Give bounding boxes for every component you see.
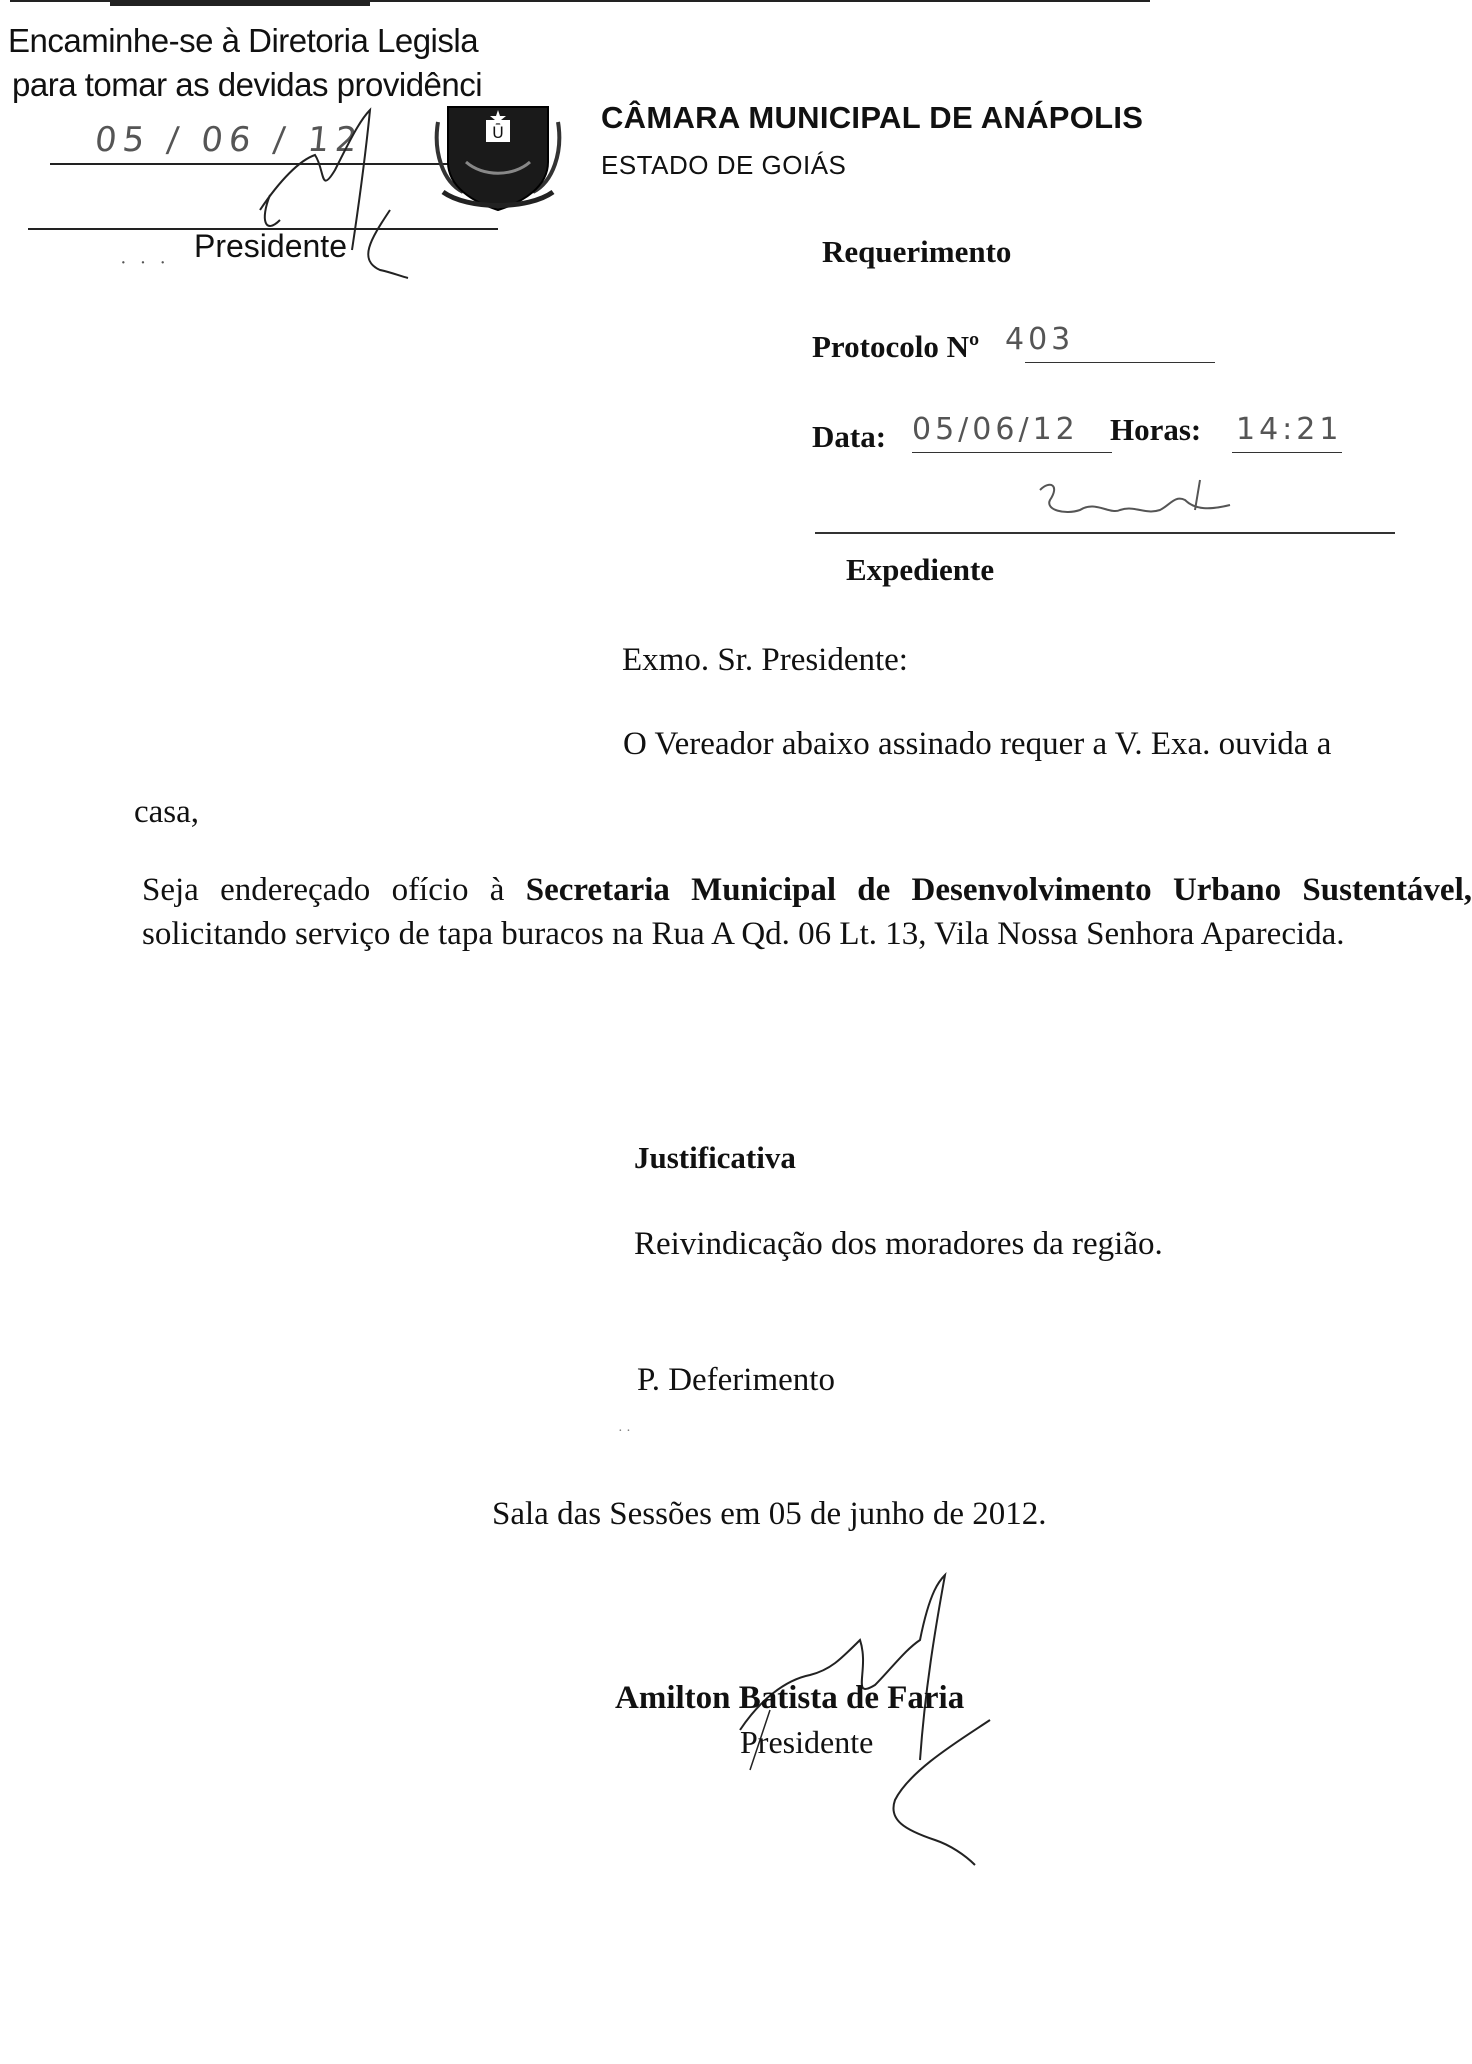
expediente-signature-scribble	[1020, 470, 1260, 540]
request-prefix: Seja endereçado ofício à	[142, 872, 526, 908]
despacho-line-1: Encaminhe-se à Diretoria Legisla	[8, 22, 479, 59]
expediente-label: Expediente	[846, 552, 995, 587]
protocolo-value: 403	[1005, 322, 1075, 357]
despacho-line-2: para tomar as devidas providênci	[12, 66, 483, 103]
protocolo-underline	[1025, 362, 1215, 363]
request-recipient-line2: Sustentável,	[1302, 872, 1472, 908]
data-label: Data:	[812, 419, 887, 454]
signer-name: Amilton Batista de Faria	[615, 1680, 965, 1716]
horas-underline	[1232, 452, 1342, 453]
request-recipient-line1: Secretaria Municipal de Desenvolvimento Urbano	[525, 872, 1282, 908]
justification-text: Reivindicação dos moradores da região.	[634, 1226, 1163, 1262]
coat-of-arms-icon	[428, 92, 568, 212]
signer-signature-scribble	[730, 1570, 1030, 1870]
stray-marks: · ·	[618, 1424, 631, 1439]
place-date: Sala das Sessões em 05 de junho de 2012.	[492, 1496, 1047, 1532]
expediente-line	[815, 532, 1395, 534]
data-underline	[912, 452, 1112, 453]
horas-value: 14:21	[1236, 412, 1343, 447]
intro-line-1: O Vereador abaixo assinado requer a V. Exa. ouvida a	[623, 726, 1332, 762]
despacho-handwritten-date: 05 / 06 / 12	[92, 120, 366, 160]
horas-label: Horas:	[1110, 412, 1202, 447]
institution-state: ESTADO DE GOIÁS	[601, 150, 847, 180]
signer-role: Presidente	[740, 1724, 874, 1760]
protocolo-label: Protocolo Nº	[812, 329, 980, 364]
document-type-title: Requerimento	[822, 234, 1012, 269]
despacho-presidente-label: Presidente	[194, 228, 347, 264]
svg-text:Ū: Ū	[492, 123, 504, 142]
request-text: solicitando serviço de tapa buracos na Rua A Qd. 06 Lt. 13, Vila Nossa Senhora Aparecida.	[142, 916, 1345, 952]
despacho-dots: · · ·	[120, 252, 170, 274]
despacho-header-fragment	[110, 0, 370, 6]
institution-name: CÂMARA MUNICIPAL DE ANÁPOLIS	[601, 100, 1144, 135]
salutation: Exmo. Sr. Presidente:	[622, 642, 908, 678]
intro-line-2: casa,	[134, 794, 200, 830]
deferimento: P. Deferimento	[637, 1362, 835, 1398]
request-paragraph	[142, 868, 1472, 956]
justification-heading: Justificativa	[634, 1140, 796, 1175]
data-value: 05/06/12	[912, 412, 1079, 447]
